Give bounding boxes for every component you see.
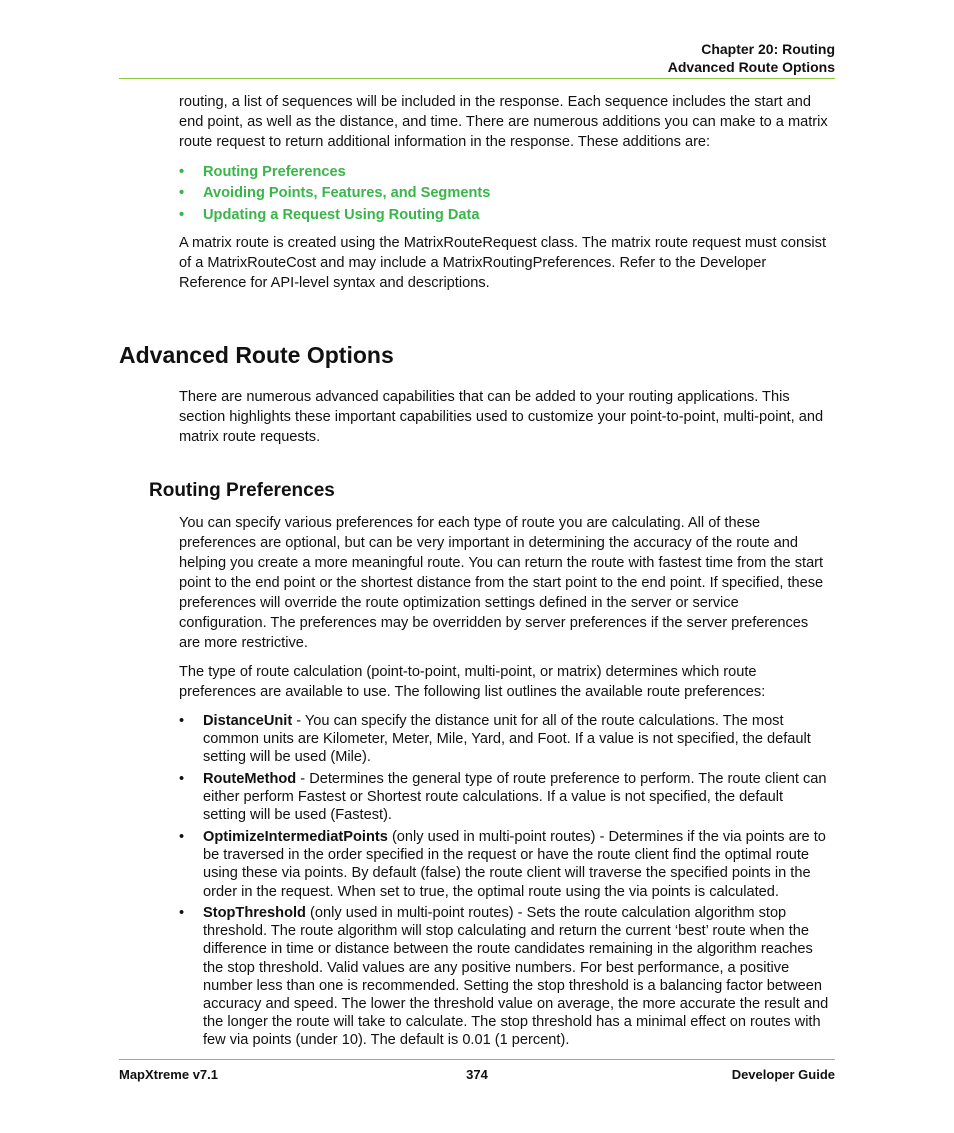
text-line: - You can specify the distance unit for all of the route calculations. The most (292, 713, 784, 729)
link-avoiding-points[interactable] (179, 183, 490, 203)
intro-paragraph-2 (179, 233, 839, 293)
text-line: configuration. The preferences may be overridden by server preferences if the server preferences (179, 615, 809, 631)
list-item-optimize-intermediat-points (179, 828, 839, 901)
text-line: common units are Kilometer, Meter, Mile, Yard, and Foot. If a value is not specified, the default (203, 731, 811, 748)
text-line: are more restrictive. (179, 635, 308, 651)
text-line: be traversed in the order specified in the request or have the route client find the optimal route (203, 847, 809, 864)
section-heading: Advanced Route Options (119, 342, 394, 368)
footer-doc-title: Developer Guide (731, 1067, 835, 1082)
subsection-heading: Routing Preferences (149, 480, 335, 501)
link-routing-preferences[interactable] (179, 162, 346, 182)
bullet: • (179, 164, 185, 180)
text-line: of a MatrixRouteCost and may include a MatrixRoutingPreferences. Refer to the Developer (179, 255, 767, 271)
text-line: few via points (under 10). The default is 0.01 (1 percent). (203, 1032, 570, 1049)
subsection-paragraph-2 (179, 662, 839, 702)
text-line: setting will be used (Fastest). (203, 807, 392, 824)
running-header (560, 40, 835, 76)
term-stop-threshold: StopThreshold (203, 905, 306, 921)
text-line: threshold. The route algorithm will stop calculating and return the current ‘best’ route when the (203, 923, 809, 940)
subsection-paragraph-1 (179, 513, 839, 653)
intro-paragraph-1 (179, 92, 839, 152)
header-chapter: Chapter 20: Routing (701, 41, 835, 57)
text-line: point to the end point or the shortest distance from the start point to the end point. If specified, these (179, 575, 824, 591)
text-line: end point, as well as the distance, and time. There are numerous additions you can make to a matrix (179, 114, 828, 130)
text-line: (only used in multi-point routes) - Determines if the via points are to (387, 829, 826, 845)
section-paragraph (179, 387, 839, 447)
link-label[interactable]: Routing Preferences (203, 164, 346, 180)
text-line: There are numerous advanced capabilities that can be added to your routing applications. This (179, 389, 790, 405)
link-label[interactable]: Updating a Request Using Routing Data (203, 207, 480, 223)
header-section: Advanced Route Options (667, 59, 835, 75)
text-line: section highlights these important capabilities used to customize your point-to-point, multi-point, and (179, 409, 824, 425)
text-line: number less than one is recommended. Setting the stop threshold is a balancing factor between (203, 977, 822, 994)
text-line: (only used in multi-point routes) - Sets the route calculation algorithm stop (305, 905, 787, 921)
footer-rule (119, 1059, 835, 1060)
term-distance-unit: DistanceUnit (203, 713, 293, 729)
text-line: difference in time or distance between the route candidates remaining in the algorithm reaches (203, 941, 813, 958)
bullet: • (179, 829, 185, 845)
text-line: helping you create a more meaningful route. You can return the route with fastest time from the start (179, 555, 824, 571)
text-line: setting will be used (Mile). (203, 749, 371, 766)
text-line: the stop threshold. Valid values are any positive numbers. For best performance, a positive (203, 959, 790, 976)
term-optimize-intermediat-points: OptimizeIntermediatPoints (203, 829, 388, 845)
text-line: order in the request. When set to true, the optimal route using the via points is calculated. (203, 883, 779, 900)
text-line: the longer the route will take to calculate. The stop threshold has a minimal effect on routes with (203, 1014, 821, 1031)
text-line: preferences are available to use. The following list outlines the available route preferences: (179, 684, 766, 700)
text-line: route request to return additional information in the response. These additions are: (179, 134, 711, 150)
bullet: • (179, 771, 185, 787)
bullet: • (179, 185, 185, 201)
term-route-method: RouteMethod (203, 771, 297, 787)
header-rule (119, 78, 835, 79)
list-item-distance-unit (179, 712, 839, 767)
bullet: • (179, 713, 185, 729)
text-line: routing, a list of sequences will be included in the response. Each sequence includes the start and (179, 94, 811, 110)
text-line: accuracy and speed. The lower the threshold value on average, the more accurate the result and (203, 996, 829, 1013)
link-updating-request[interactable] (179, 205, 479, 225)
text-line: preferences will override the route optimization settings defined in the server or service (179, 595, 739, 611)
text-line: matrix route requests. (179, 429, 321, 445)
bullet: • (179, 207, 185, 223)
text-line: The type of route calculation (point-to-point, multi-point, or matrix) determines which route (179, 664, 757, 680)
footer-product: MapXtreme v7.1 (119, 1067, 218, 1082)
list-item-route-method (179, 770, 839, 825)
list-item-stop-threshold (179, 904, 839, 1050)
text-line: either perform Fastest or Shortest route calculations. If a value is not specified, the default (203, 789, 783, 806)
text-line: using these via points. By default (false) the route client will traverse the specified points in the (203, 865, 811, 882)
text-line: Reference for API-level syntax and descriptions. (179, 275, 490, 291)
page-number: 374 (466, 1067, 488, 1082)
text-line: A matrix route is created using the MatrixRouteRequest class. The matrix route request must consist (179, 235, 826, 251)
text-line: - Determines the general type of route preference to perform. The route client can (296, 771, 827, 787)
bullet: • (179, 905, 185, 921)
text-line: preferences are optional, but can be very important in determining the accuracy of the route and (179, 535, 798, 551)
link-label[interactable]: Avoiding Points, Features, and Segments (203, 185, 491, 201)
text-line: You can specify various preferences for each type of route you are calculating. All of these (179, 515, 761, 531)
